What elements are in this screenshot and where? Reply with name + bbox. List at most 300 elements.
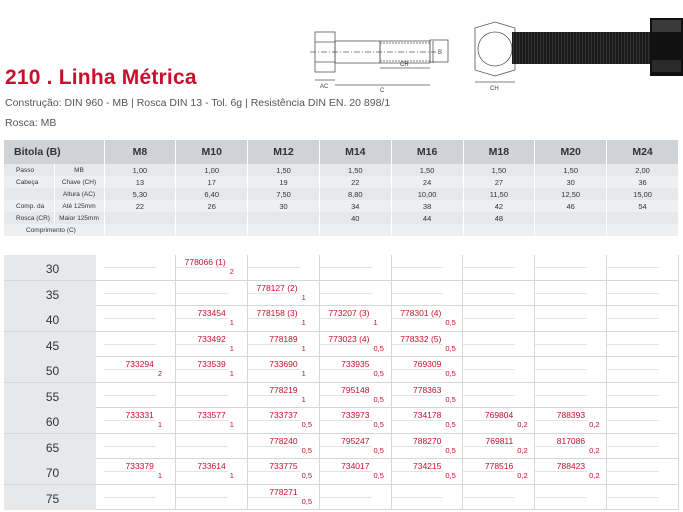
length-cell xyxy=(104,408,176,433)
cell-divider xyxy=(176,369,228,370)
length-cell xyxy=(535,434,607,459)
column-divider xyxy=(678,306,679,331)
product-code[interactable]: 769811 xyxy=(485,435,514,446)
cell-divider xyxy=(392,267,444,268)
cell-divider xyxy=(176,497,228,498)
column-divider xyxy=(678,255,679,280)
length-cell xyxy=(535,332,607,357)
spec-sub-label: Até 125mm xyxy=(54,200,104,212)
cell-divider xyxy=(607,344,659,345)
length-cell xyxy=(176,332,248,357)
spec-group-label: Comp. da xyxy=(4,200,54,212)
cell-divider xyxy=(320,369,372,370)
length-cell xyxy=(176,459,248,484)
cell-divider xyxy=(104,446,156,447)
spec-value: 22 xyxy=(319,176,391,188)
length-cell xyxy=(248,332,320,357)
cell-divider xyxy=(392,395,444,396)
product-code[interactable]: 788423 xyxy=(556,461,586,471)
length-cell xyxy=(392,281,464,306)
spec-value xyxy=(176,212,248,224)
length-row xyxy=(4,306,679,332)
cell-divider xyxy=(392,471,444,472)
package-qty: 0,5 xyxy=(373,420,384,429)
product-code[interactable]: 817086 xyxy=(556,435,586,446)
cell-divider xyxy=(320,267,372,268)
length-cell xyxy=(104,357,176,382)
length-cell xyxy=(463,408,535,433)
spec-value: 1,50 xyxy=(535,164,607,176)
length-cell xyxy=(463,383,535,408)
spec-row xyxy=(4,188,679,200)
cell-divider xyxy=(607,267,659,268)
product-code[interactable]: 769804 xyxy=(484,410,514,420)
length-cell xyxy=(392,485,464,510)
length-cell xyxy=(176,281,248,306)
product-code[interactable]: 778127 (2) xyxy=(256,282,298,293)
cell-divider xyxy=(392,344,444,345)
cell-divider xyxy=(607,369,659,370)
length-cell xyxy=(104,306,176,331)
length-cell xyxy=(176,306,248,331)
package-qty: 0,5 xyxy=(445,369,456,378)
package-qty: 0,5 xyxy=(301,445,313,455)
dim-label-b: B xyxy=(438,50,443,56)
spec-value: 22 xyxy=(104,200,176,212)
spec-value: 8,80 xyxy=(319,188,391,200)
cell-divider xyxy=(535,267,587,268)
size-header: M12 xyxy=(248,140,320,164)
product-code[interactable]: 778189 xyxy=(269,333,298,344)
spec-value: 1,00 xyxy=(176,164,248,176)
column-divider xyxy=(678,408,679,433)
spec-value xyxy=(176,224,248,236)
bolt-drawing xyxy=(300,10,683,92)
cell-divider xyxy=(176,471,228,472)
spec-value: 7,50 xyxy=(248,188,320,200)
cell-divider xyxy=(320,293,372,294)
cell-divider xyxy=(176,318,228,319)
spec-value: 5,30 xyxy=(104,188,176,200)
spec-value: 1,50 xyxy=(463,164,535,176)
column-divider xyxy=(678,281,679,306)
product-code[interactable]: 734215 xyxy=(413,461,442,471)
length-cell xyxy=(607,383,679,408)
cell-divider xyxy=(392,420,444,421)
length-cell xyxy=(176,434,248,459)
cell-divider xyxy=(535,446,587,447)
length-cell xyxy=(104,434,176,459)
package-qty: 1 xyxy=(229,318,234,327)
cell-divider xyxy=(463,344,515,345)
length-row xyxy=(4,408,679,434)
length-cell xyxy=(392,357,464,382)
spec-value xyxy=(248,212,320,224)
spec-row xyxy=(4,200,679,212)
spec-value: 38 xyxy=(391,200,463,212)
product-code[interactable]: 788393 xyxy=(556,410,586,420)
length-row xyxy=(4,357,679,383)
length-cell xyxy=(392,255,464,280)
spec-group-label: Comprimento (C) xyxy=(4,224,104,236)
dim-label-ac: AC xyxy=(320,84,329,90)
product-code[interactable]: 778066 (1) xyxy=(184,257,226,267)
package-qty: 1 xyxy=(157,420,163,429)
cell-divider xyxy=(463,471,515,472)
length-value: 50 xyxy=(4,357,96,382)
spec-value: 1,00 xyxy=(104,164,176,176)
package-qty: 1 xyxy=(229,471,234,480)
spec-value xyxy=(463,224,535,236)
length-cell xyxy=(607,255,679,280)
spec-value: 1,50 xyxy=(391,164,463,176)
cell-divider xyxy=(248,446,300,447)
size-header: M14 xyxy=(319,140,391,164)
spec-group-label: Cabeça xyxy=(4,176,54,188)
spec-value: 13 xyxy=(104,176,176,188)
length-cell xyxy=(104,332,176,357)
package-qty: 0,5 xyxy=(445,445,456,455)
length-cell xyxy=(535,357,607,382)
length-cell xyxy=(176,383,248,408)
length-cell xyxy=(248,434,320,459)
spec-group-label: Rosca (CR) xyxy=(4,212,54,224)
length-cell xyxy=(320,357,392,382)
length-cell xyxy=(104,255,176,280)
length-row xyxy=(4,485,679,511)
length-cell xyxy=(535,383,607,408)
spec-value: 48 xyxy=(463,212,535,224)
package-qty: 2 xyxy=(229,267,234,276)
size-header: M18 xyxy=(463,140,535,164)
length-cell xyxy=(463,281,535,306)
spec-value: 30 xyxy=(535,176,607,188)
package-qty: 1 xyxy=(301,394,306,404)
spec-value xyxy=(535,224,607,236)
package-qty: 1 xyxy=(229,343,234,353)
cell-divider xyxy=(248,293,300,294)
cell-divider xyxy=(463,395,515,396)
product-code[interactable]: 778516 xyxy=(484,461,514,471)
length-value: 45 xyxy=(4,332,96,357)
package-qty: 1 xyxy=(301,343,306,353)
length-cell xyxy=(104,459,176,484)
product-code[interactable]: 795247 xyxy=(341,435,370,446)
cell-divider xyxy=(176,395,228,396)
cell-divider xyxy=(535,369,587,370)
length-cell xyxy=(176,408,248,433)
length-cell xyxy=(463,485,535,510)
cell-divider xyxy=(463,369,515,370)
length-cell xyxy=(320,408,392,433)
cell-divider xyxy=(104,267,156,268)
cell-divider xyxy=(248,420,300,421)
cell-divider xyxy=(104,395,156,396)
length-cell xyxy=(248,357,320,382)
cell-divider xyxy=(248,395,300,396)
package-qty: 0,5 xyxy=(301,471,313,480)
cell-divider xyxy=(320,344,372,345)
length-cell xyxy=(320,459,392,484)
construction-spec: Construção: DIN 960 - MB | Rosca DIN 13 - Tol. 6g | Resistência DIN EN. 20 898/1 xyxy=(5,97,391,109)
spec-row xyxy=(4,164,679,176)
size-header: M10 xyxy=(176,140,248,164)
product-code[interactable]: 795148 xyxy=(341,384,370,395)
cell-divider xyxy=(535,471,587,472)
spec-value xyxy=(607,212,679,224)
length-cell xyxy=(320,383,392,408)
product-code[interactable]: 778332 (5) xyxy=(400,333,442,344)
product-code[interactable]: 778158 (3) xyxy=(256,308,298,318)
length-cell xyxy=(176,255,248,280)
bitola-label: Bitola (B) xyxy=(4,140,104,164)
package-qty: 1 xyxy=(157,471,163,480)
column-divider xyxy=(678,459,679,484)
spec-value: 26 xyxy=(176,200,248,212)
product-code[interactable]: 733973 xyxy=(341,410,370,420)
product-code[interactable]: 733737 xyxy=(269,410,298,420)
length-cell xyxy=(463,357,535,382)
package-qty: 0,5 xyxy=(445,471,456,480)
cell-divider xyxy=(248,471,300,472)
product-code[interactable]: 733577 xyxy=(197,410,226,420)
cell-divider xyxy=(463,293,515,294)
length-value: 40 xyxy=(4,306,96,331)
package-qty: 1 xyxy=(373,318,378,327)
column-divider xyxy=(678,383,679,408)
cell-divider xyxy=(248,369,300,370)
cell-divider xyxy=(248,318,300,319)
cell-divider xyxy=(176,293,228,294)
cell-divider xyxy=(392,318,444,319)
length-cell xyxy=(607,332,679,357)
product-code[interactable]: 778363 xyxy=(413,384,442,395)
spec-value: 12,50 xyxy=(535,188,607,200)
product-code[interactable]: 733379 xyxy=(125,461,154,471)
length-cell xyxy=(320,281,392,306)
product-code[interactable]: 769309 xyxy=(413,359,442,369)
product-code[interactable]: 734178 xyxy=(413,410,442,420)
product-code[interactable]: 733775 xyxy=(269,461,298,471)
spec-row xyxy=(4,176,679,188)
spec-group-label xyxy=(4,188,54,200)
length-cell xyxy=(535,281,607,306)
cell-divider xyxy=(535,395,587,396)
package-qty: 0,2 xyxy=(517,420,528,429)
length-cell xyxy=(463,255,535,280)
length-cell xyxy=(607,281,679,306)
column-divider xyxy=(678,357,679,382)
package-qty: 0,5 xyxy=(373,394,384,404)
package-qty: 0,5 xyxy=(373,445,384,455)
product-code[interactable]: 733331 xyxy=(125,410,154,420)
spec-value xyxy=(391,224,463,236)
package-qty: 0,2 xyxy=(517,445,528,455)
cell-divider xyxy=(535,293,587,294)
package-qty: 1 xyxy=(229,420,234,429)
spec-value: 1,50 xyxy=(248,164,320,176)
spec-value xyxy=(104,212,176,224)
product-code[interactable]: 778240 xyxy=(269,435,298,446)
length-cell xyxy=(535,306,607,331)
cell-divider xyxy=(248,344,300,345)
package-qty: 0,2 xyxy=(517,471,528,480)
length-cell xyxy=(463,306,535,331)
product-code[interactable]: 733690 xyxy=(269,359,298,369)
cell-divider xyxy=(392,497,444,498)
length-cell xyxy=(392,408,464,433)
cell-divider xyxy=(320,471,372,472)
cell-divider xyxy=(463,267,515,268)
spec-value xyxy=(319,224,391,236)
length-cell xyxy=(320,332,392,357)
spec-sub-label: Chave (CH) xyxy=(54,176,104,188)
length-cell xyxy=(248,306,320,331)
length-cell xyxy=(248,459,320,484)
page-title: 210 . Linha Métrica xyxy=(5,66,197,89)
product-code[interactable]: 733614 xyxy=(197,461,226,471)
spec-value: 10,00 xyxy=(391,188,463,200)
product-code[interactable]: 788270 xyxy=(413,435,442,446)
length-table xyxy=(4,255,679,510)
package-qty: 1 xyxy=(301,369,306,378)
spec-sub-label: Altura (AC) xyxy=(54,188,104,200)
length-cell xyxy=(392,306,464,331)
size-header: M16 xyxy=(391,140,463,164)
length-cell xyxy=(607,408,679,433)
package-qty: 0,2 xyxy=(589,420,600,429)
product-code[interactable]: 733935 xyxy=(341,359,370,369)
spec-value: 54 xyxy=(607,200,679,212)
product-code[interactable]: 734017 xyxy=(341,461,370,471)
cell-divider xyxy=(607,497,659,498)
cell-divider xyxy=(463,446,515,447)
length-cell xyxy=(535,485,607,510)
spec-table xyxy=(4,140,679,236)
cell-divider xyxy=(463,420,515,421)
dim-label-c: C xyxy=(380,88,385,92)
cell-divider xyxy=(104,369,156,370)
length-row xyxy=(4,434,679,460)
spec-value: 40 xyxy=(319,212,391,224)
spec-value: 15,00 xyxy=(607,188,679,200)
length-cell xyxy=(392,434,464,459)
cell-divider xyxy=(392,293,444,294)
cell-divider xyxy=(607,471,659,472)
cell-divider xyxy=(392,446,444,447)
length-row xyxy=(4,281,679,307)
cell-divider xyxy=(104,420,156,421)
length-cell xyxy=(463,434,535,459)
product-code[interactable]: 778219 xyxy=(269,384,298,395)
size-header: M24 xyxy=(607,140,679,164)
spec-value: 34 xyxy=(319,200,391,212)
length-cell xyxy=(607,434,679,459)
cell-divider xyxy=(607,318,659,319)
cell-divider xyxy=(607,446,659,447)
cell-divider xyxy=(535,318,587,319)
spec-value: 36 xyxy=(607,176,679,188)
spec-value xyxy=(104,224,176,236)
length-cell xyxy=(535,459,607,484)
spec-row xyxy=(4,224,679,236)
length-cell xyxy=(248,485,320,510)
cell-divider xyxy=(248,497,300,498)
spec-value: 30 xyxy=(248,200,320,212)
package-qty: 1 xyxy=(229,369,234,378)
cell-divider xyxy=(248,267,300,268)
length-cell xyxy=(463,332,535,357)
length-cell xyxy=(248,255,320,280)
length-cell xyxy=(535,255,607,280)
spec-value: 1,50 xyxy=(319,164,391,176)
spec-group-label: Passo xyxy=(4,164,54,176)
product-code[interactable]: 773023 (4) xyxy=(328,333,370,344)
column-divider xyxy=(678,485,679,510)
package-qty: 0,5 xyxy=(373,369,384,378)
package-qty: 1 xyxy=(301,318,306,327)
size-header: M20 xyxy=(535,140,607,164)
length-cell xyxy=(463,459,535,484)
spec-value xyxy=(248,224,320,236)
spec-value: 27 xyxy=(463,176,535,188)
cell-divider xyxy=(104,344,156,345)
dim-label-ch: CH xyxy=(490,86,499,92)
product-code[interactable]: 778271 xyxy=(269,486,298,497)
package-qty: 0,5 xyxy=(445,343,456,353)
package-qty: 0,5 xyxy=(445,394,456,404)
product-code[interactable]: 733454 xyxy=(197,308,226,318)
product-code[interactable]: 778301 (4) xyxy=(400,308,442,318)
spec-row xyxy=(4,212,679,224)
length-cell xyxy=(320,255,392,280)
spec-header-row xyxy=(4,140,679,164)
spec-value: 46 xyxy=(535,200,607,212)
cell-divider xyxy=(176,446,228,447)
cell-divider xyxy=(463,497,515,498)
spec-value: 19 xyxy=(248,176,320,188)
cell-divider xyxy=(176,267,228,268)
length-cell xyxy=(392,459,464,484)
cell-divider xyxy=(392,369,444,370)
cell-divider xyxy=(320,497,372,498)
cell-divider xyxy=(535,420,587,421)
product-code[interactable]: 733492 xyxy=(197,333,226,344)
package-qty: 0,5 xyxy=(373,471,384,480)
spec-sub-label: Maior 125mm xyxy=(54,212,104,224)
cell-divider xyxy=(320,420,372,421)
dim-label-cr: CR xyxy=(400,62,409,68)
package-qty: 0,5 xyxy=(445,420,456,429)
cell-divider xyxy=(320,395,372,396)
cell-divider xyxy=(104,293,156,294)
bolt-diagram-svg xyxy=(300,10,683,92)
column-divider xyxy=(678,434,679,459)
product-code[interactable]: 773207 (3) xyxy=(328,308,370,318)
length-value: 75 xyxy=(4,485,96,510)
cell-divider xyxy=(320,318,372,319)
product-code[interactable]: 733539 xyxy=(197,359,226,369)
spec-value xyxy=(607,224,679,236)
length-value: 30 xyxy=(4,255,96,280)
package-qty: 0,5 xyxy=(301,496,313,506)
column-divider xyxy=(678,332,679,357)
length-cell xyxy=(248,281,320,306)
size-header: M8 xyxy=(104,140,176,164)
product-code[interactable]: 733294 xyxy=(125,359,154,369)
length-cell xyxy=(607,357,679,382)
length-cell xyxy=(607,485,679,510)
